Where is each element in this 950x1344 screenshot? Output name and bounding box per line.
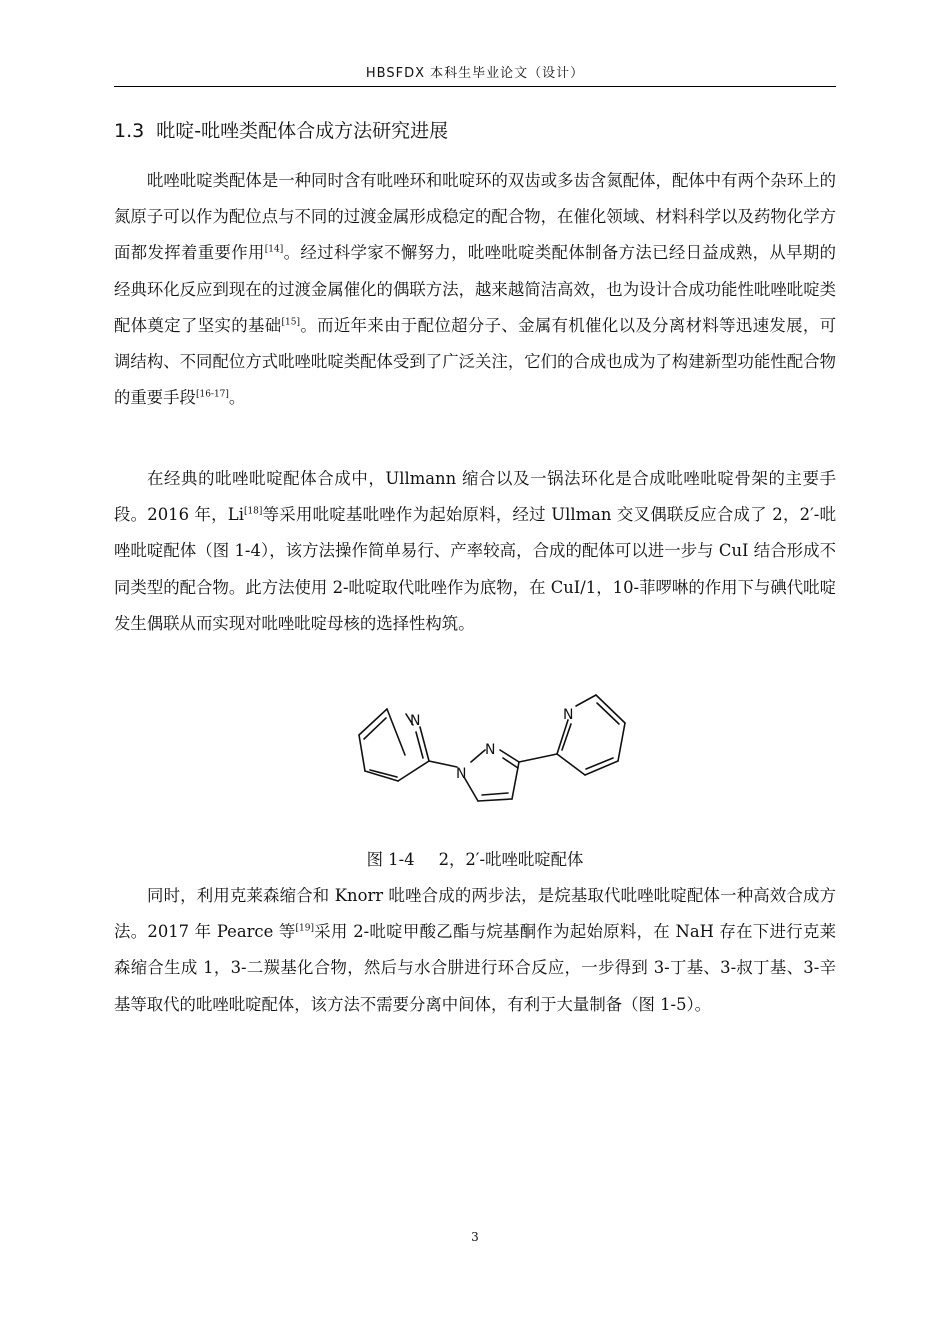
paragraph-text: 采用 2-吡啶甲酸乙酯与烷基酮作为起始原料，在 NaH 存在下进行克莱森缩合生成 1，3-二羰基化合物，然后与水合肼进行环合反应，一步得到 3-丁基、3-叔丁基、3-辛基等取代的吡唑吡啶配体，该方法不需要分离中间体，有利于大量制备（图 1-5）。 xyxy=(114,922,836,1014)
caption-text: 2，2′-吡唑吡啶配体 xyxy=(438,850,584,869)
section-title: 吡啶-吡唑类配体合成方法研究进展 xyxy=(156,120,449,142)
paragraph-text: 。经过科学家不懈努力，吡唑吡啶类配体制备方法已经日益成熟，从早期的经典环化反应到现在的过渡金属催化的偶联方法，越来越简洁高效，也为设计合成功能性吡唑吡啶类配体奠定了坚实的基础 xyxy=(114,243,837,335)
page-header: HBSFDX 本科生毕业论文（设计） xyxy=(114,64,836,87)
caption-number: 图 1-4 xyxy=(366,850,415,869)
paragraph-text: 在经典的吡唑吡啶配体合成中，Ullmann 缩合以及一锅法环化是合成吡唑吡啶骨架的主要手段。2016 年，Li xyxy=(114,469,836,525)
section-heading xyxy=(114,118,836,144)
bond xyxy=(478,799,512,801)
citation-ref[interactable]: [16-17] xyxy=(195,389,229,400)
atom-label-n: N xyxy=(410,713,421,729)
bond xyxy=(398,761,429,781)
bond-double xyxy=(562,724,571,750)
paragraph-text: 吡唑吡啶类配体是一种同时含有吡唑环和吡啶环的双齿或多齿含氮配体，配体中有两个杂环上的氮原子可以作为配位点与不同的过渡金属形成稳定的配合物，在催化领域、材料科学以及药物化学方面都发挥着重要作用 xyxy=(114,171,836,263)
bond xyxy=(429,761,457,767)
citation-ref[interactable]: [18] xyxy=(243,506,263,517)
atom-label-n: N xyxy=(563,707,574,723)
citation-ref[interactable]: [15] xyxy=(281,317,300,328)
section-number: 1.3 xyxy=(114,120,145,142)
bond xyxy=(596,695,625,723)
bond-double xyxy=(482,793,508,795)
paragraph-ullmann xyxy=(114,461,836,642)
bond xyxy=(618,723,625,761)
paragraph-text: 。 xyxy=(228,388,246,408)
atom-label-n: N xyxy=(456,766,467,782)
bond xyxy=(500,750,519,762)
bond xyxy=(387,709,405,755)
bond xyxy=(519,754,557,762)
bond xyxy=(576,695,596,706)
bond xyxy=(471,750,485,762)
bond xyxy=(557,754,585,775)
bond-double xyxy=(586,758,613,769)
atom-label-n: N xyxy=(485,742,496,758)
figure-caption xyxy=(114,846,836,874)
citation-ref[interactable]: [19] xyxy=(295,923,314,934)
citation-ref[interactable]: [14] xyxy=(264,244,284,255)
figure-structure xyxy=(340,692,640,812)
page-number: 3 xyxy=(471,1230,479,1244)
paragraph-text: 同时，利用克莱森缩合和 Knorr 吡唑合成的两步法，是烷基取代吡唑吡啶配体一种高效合成方法。2017 年 Pearce 等 xyxy=(114,886,836,942)
bond xyxy=(359,735,365,771)
chemical-structure-diagram xyxy=(340,692,640,812)
paragraph-text: 。而近年来由于配位超分子、金属有机催化以及分离材料等迅速发展，可调结构、不同配位方式吡唑吡啶类配体受到了广泛关注，它们的合成也成为了构建新型功能性配合物的重要手段 xyxy=(114,315,837,408)
paragraph-text: 等采用吡啶基吡唑作为起始原料，经过 Ullman 交叉偶联反应合成了 2，2′-吡唑吡啶配体（图 1-4），该方法操作简单易行、产率较高，合成的配体可以进一步与 CuI 结合形成不同类型的配合物。此方法使用 2-吡啶取代吡唑作为底物，在 CuI/1，10-菲啰啉的作用下与碘代吡啶发生偶联从而实现对吡唑吡啶母核的选择性构筑。 xyxy=(114,505,836,633)
bond xyxy=(420,727,429,761)
paragraph-intro xyxy=(114,163,836,416)
paragraph-claisen xyxy=(114,878,836,1023)
